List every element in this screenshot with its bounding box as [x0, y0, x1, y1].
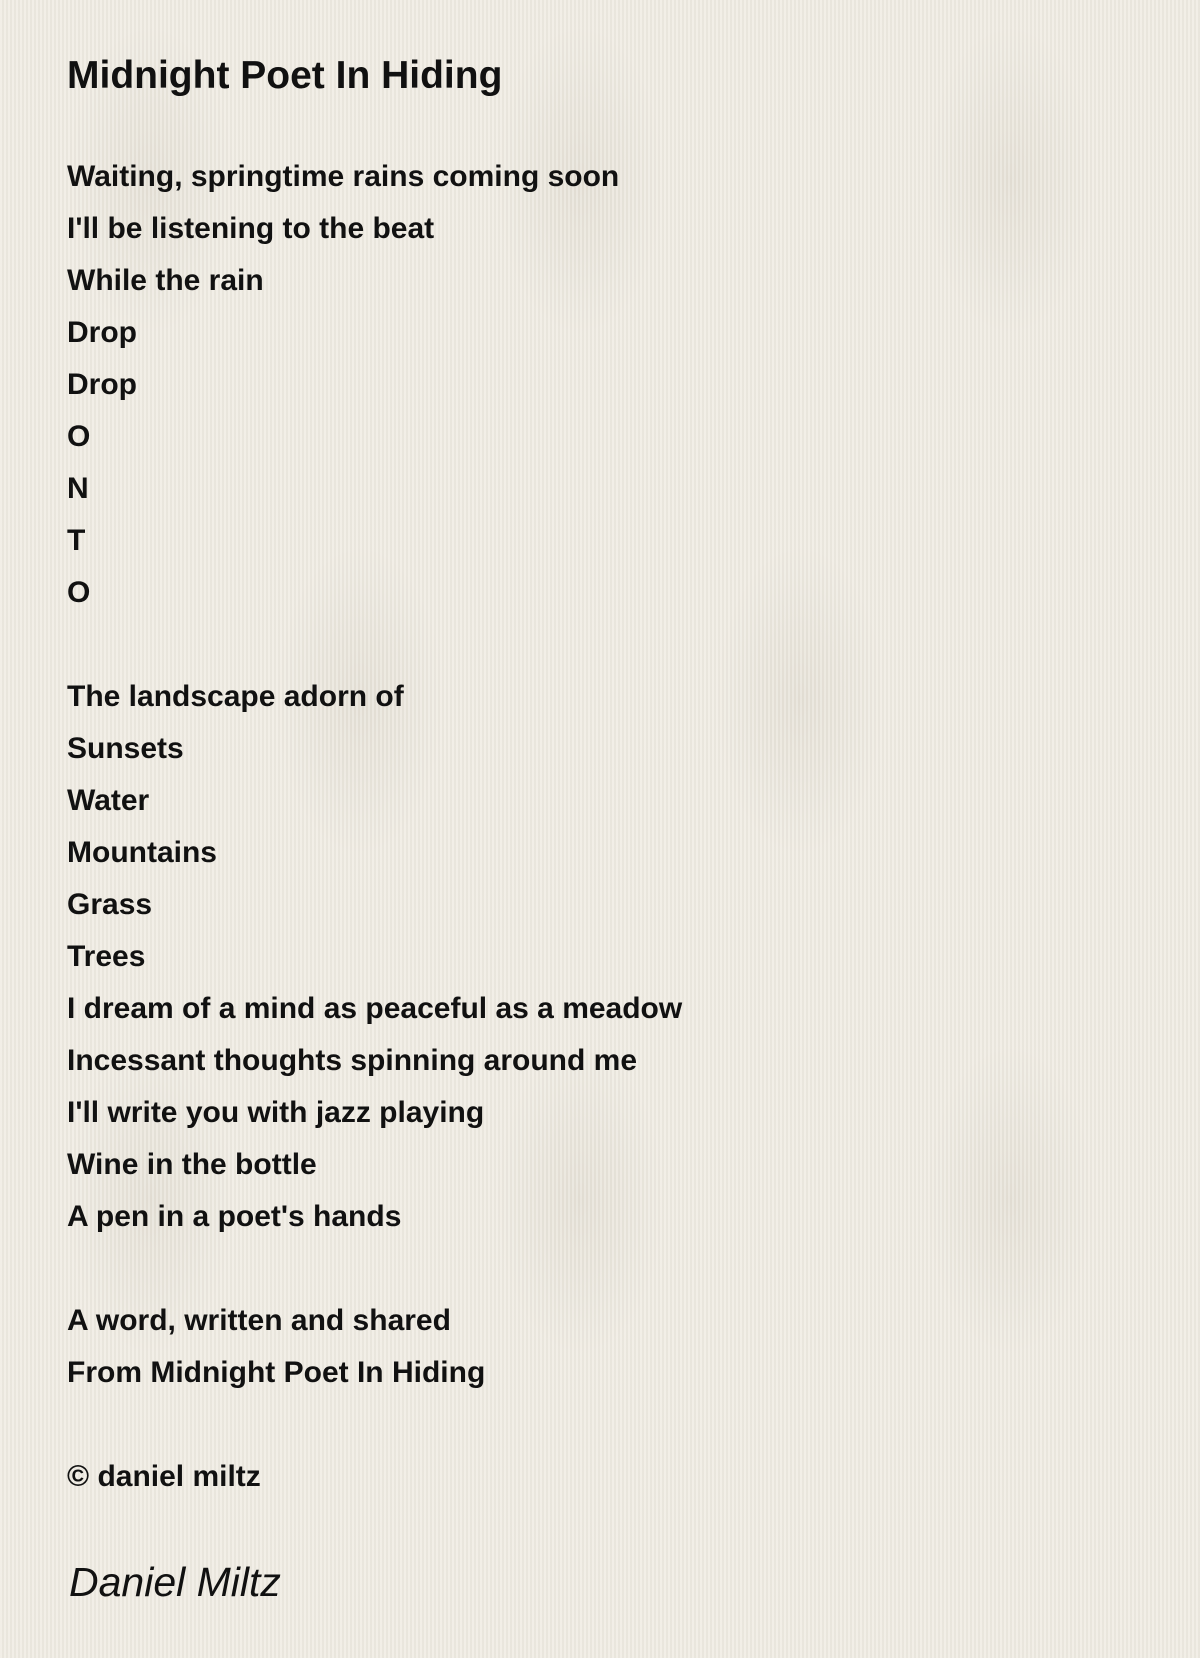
- poem-line: N: [67, 472, 89, 505]
- poem-line: Drop: [67, 316, 137, 349]
- author-signature: Daniel Miltz: [69, 1559, 281, 1605]
- poem-line: O: [67, 576, 91, 609]
- poem-line: I'll be listening to the beat: [67, 212, 435, 245]
- stanza-break: [67, 1243, 682, 1295]
- poem-line: Wine in the bottle: [67, 1148, 317, 1181]
- poem-line: A word, written and shared: [67, 1304, 451, 1337]
- poem-line: Mountains: [67, 836, 217, 869]
- poem-line: From Midnight Poet In Hiding: [67, 1356, 486, 1389]
- poem-line: The landscape adorn of: [67, 680, 404, 713]
- poem-line: Water: [67, 784, 150, 817]
- poem-line: A pen in a poet's hands: [67, 1200, 402, 1233]
- poem-line: T: [67, 524, 86, 557]
- poem-line: Incessant thoughts spinning around me: [67, 1044, 638, 1077]
- poem-line: I dream of a mind as peaceful as a meadow: [67, 992, 683, 1025]
- poem-line: O: [67, 420, 91, 453]
- poem-line: I'll write you with jazz playing: [67, 1096, 485, 1129]
- poem-line: Drop: [67, 368, 137, 401]
- poem-line: While the rain: [67, 264, 264, 297]
- poem-title: Midnight Poet In Hiding: [67, 54, 503, 97]
- poem-body: [67, 151, 682, 1503]
- poem-line: Waiting, springtime rains coming soon: [67, 160, 620, 193]
- poem-line: Sunsets: [67, 732, 184, 765]
- poem-line: Grass: [67, 888, 153, 921]
- stanza-break: [67, 1399, 682, 1451]
- poem-line: © daniel miltz: [67, 1460, 261, 1493]
- stanza-break: [67, 619, 682, 671]
- poem-line: Trees: [67, 940, 146, 973]
